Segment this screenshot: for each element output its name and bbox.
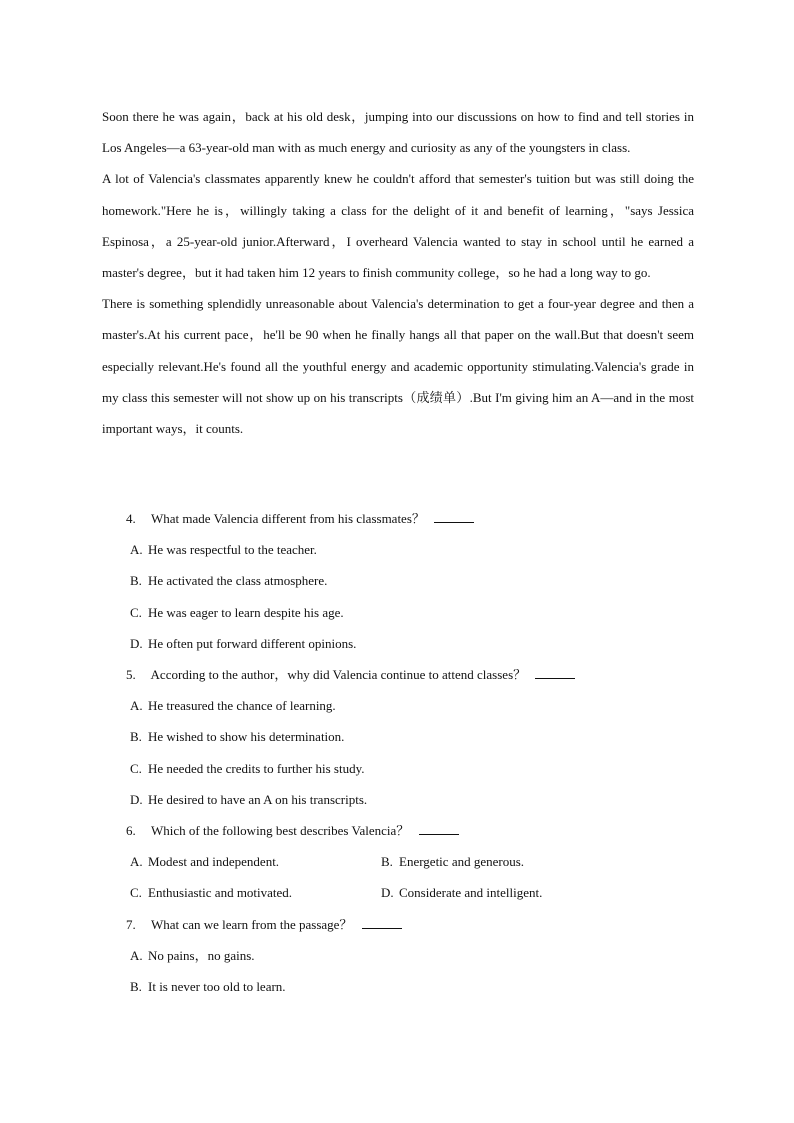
- question-5-option-d: [102, 784, 694, 815]
- question-6-options-row-2: [102, 877, 694, 908]
- option-text: He desired to have an A on his transcripts.: [148, 791, 368, 807]
- option-letter: A.: [130, 698, 143, 714]
- option-letter: A.: [130, 854, 143, 870]
- passage-paragraph: A lot of Valencia's classmates apparently knew he couldn't afford that semester's tuition but was still doing the homework."Here he is，willingly taking a class for the delight of it and benefit of learning，"says Jessica Espinosa，a 25-year-old junior.Afterward，I overheard Valencia wanted to stay in school until he earned a master's degree，but it had taken him 12 years to finish community college，so he had a long way to go.: [102, 171, 694, 281]
- option-letter: C.: [130, 604, 142, 620]
- question-6-options-row-1: [102, 846, 694, 877]
- option-letter: A.: [130, 947, 143, 963]
- question-text: Which of the following best describes Valencia？: [151, 823, 410, 839]
- question-list: [102, 503, 694, 1002]
- question-number: 5.: [126, 667, 136, 683]
- question-5-option-c: [102, 753, 694, 784]
- option-text: He treasured the chance of learning.: [148, 698, 336, 714]
- option-text: He was respectful to the teacher.: [148, 542, 317, 558]
- option-text: He wished to show his determination.: [148, 729, 345, 745]
- question-4-stem: [102, 503, 694, 534]
- option-letter: C.: [130, 760, 142, 776]
- option-letter: C.: [130, 885, 142, 901]
- question-text: According to the author，why did Valencia continue to attend classes？: [150, 667, 527, 683]
- question-5-option-b: [102, 721, 694, 752]
- option-letter: A.: [130, 542, 143, 558]
- question-6-option-a: [130, 846, 381, 877]
- question-4-option-d: [102, 628, 694, 659]
- option-text: He needed the credits to further his study.: [148, 760, 365, 776]
- reading-passage: [102, 101, 694, 444]
- question-6-option-b: [381, 846, 632, 877]
- question-text: What can we learn from the passage？: [151, 916, 353, 932]
- option-text: Considerate and intelligent.: [399, 885, 543, 901]
- passage-paragraph: Soon there he was again，back at his old desk，jumping into our discussions on how to find and tell stories in Los Angeles—a 63-year-old man with as much energy and curiosity as any of the youngsters in class.: [102, 109, 694, 156]
- question-5-stem: [102, 659, 694, 690]
- option-text: No pains，no gains.: [148, 947, 255, 963]
- answer-blank: [419, 822, 459, 835]
- question-7-option-b: [102, 971, 694, 1002]
- question-4-option-a: [102, 534, 694, 565]
- question-6-stem: [102, 815, 694, 846]
- option-text: It is never too old to learn.: [148, 979, 286, 995]
- answer-blank: [535, 666, 575, 679]
- option-letter: D.: [130, 635, 143, 651]
- option-text: Modest and independent.: [148, 854, 280, 870]
- option-letter: B.: [130, 979, 142, 995]
- question-6-option-c: [130, 877, 381, 908]
- question-7-stem: [102, 909, 694, 940]
- question-number: 7.: [126, 916, 136, 932]
- question-number: 6.: [126, 823, 136, 839]
- answer-blank: [362, 916, 402, 929]
- option-letter: D.: [130, 791, 143, 807]
- option-text: He was eager to learn despite his age.: [148, 604, 344, 620]
- option-text: Enthusiastic and motivated.: [148, 885, 293, 901]
- question-4-option-b: [102, 565, 694, 596]
- question-6-option-d: [381, 877, 632, 908]
- question-text: What made Valencia different from his classmates？: [151, 511, 425, 526]
- answer-blank: [434, 510, 474, 523]
- question-4-option-c: [102, 597, 694, 628]
- option-letter: B.: [130, 573, 142, 589]
- option-text: He activated the class atmosphere.: [148, 573, 328, 589]
- question-5-option-a: [102, 690, 694, 721]
- option-letter: D.: [381, 885, 394, 901]
- option-letter: B.: [130, 729, 142, 745]
- option-text: Energetic and generous.: [399, 854, 525, 870]
- question-number: 4.: [126, 511, 136, 526]
- option-text: He often put forward different opinions.: [148, 635, 357, 651]
- passage-paragraph: There is something splendidly unreasonable about Valencia's determination to get a four-year degree and then a master's.At his current pace，he'll be 90 when he finally hangs all that paper on the wall.But that doesn't seem especially relevant.He's found all the youthful energy and academic opportunity stimulating.Valencia's grade in my class this semester will not show up on his transcripts（成绩单）.But I'm giving him an A—and in the most important ways，it counts.: [102, 296, 694, 437]
- question-7-option-a: [102, 940, 694, 971]
- option-letter: B.: [381, 854, 393, 870]
